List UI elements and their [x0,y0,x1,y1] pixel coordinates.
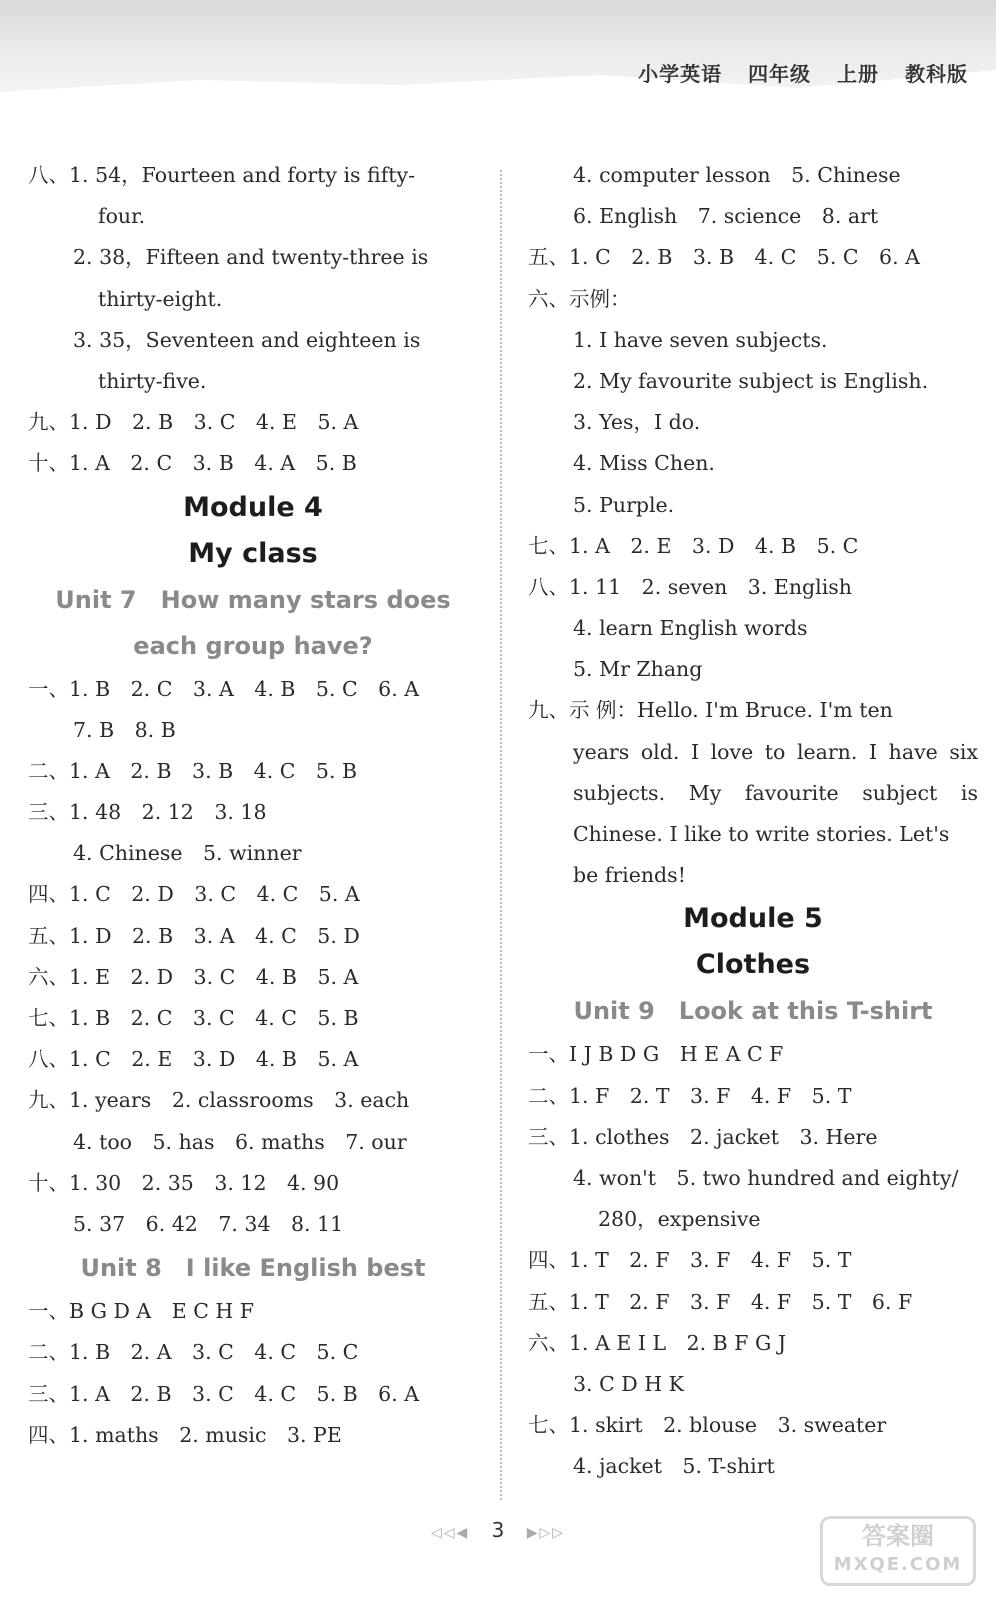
module-heading: Module 5 [683,903,823,935]
answer-line: 三、1. 48 2. 12 3. 18 [28,800,267,825]
right-column [528,155,978,1487]
answer-line: 4. jacket 5. T-shirt [573,1454,775,1479]
answer-line: 5. Purple. [573,492,675,517]
header-subject: 小学英语 [638,62,723,86]
page-number: 3 [491,1518,505,1542]
header-volume: 上册 [837,62,880,86]
answer-line: 六、1. E 2. D 3. C 4. B 5. A [28,964,359,989]
prev-arrows-icon: ◁◁◀ [430,1525,470,1541]
answer-line: 九、1. D 2. B 3. C 4. E 5. A [28,410,359,435]
answer-line: 三、1. clothes 2. jacket 3. Here [528,1124,878,1149]
unit-heading: Unit 8 I like English best [80,1254,426,1283]
answer-line: 3. 35，Seventeen and eighteen is [73,327,421,352]
answer-line: 一、I J B D G H E A C F [528,1042,784,1067]
answer-line: 五、1. C 2. B 3. B 4. C 5. C 6. A [528,245,920,270]
answer-line: subjects. My favourite subject is [573,780,978,805]
answer-line: 七、1. B 2. C 3. C 4. C 5. B [28,1006,359,1030]
answer-line: thirty-five. [98,368,207,393]
answer-line: 7. B 8. B [73,717,176,742]
watermark-title: 答案圈 [862,1522,934,1550]
answer-line: 280，expensive [598,1207,761,1232]
answer-line: 3. C D H K [573,1371,684,1396]
next-arrows-icon: ▶▷▷ [526,1525,566,1541]
answer-line: 十、1. 30 2. 35 3. 12 4. 90 [28,1170,340,1195]
module-heading: Module 4 [183,491,323,523]
answer-line: 一、1. B 2. C 3. A 4. B 5. C 6. A [28,676,420,701]
answer-line: 4. too 5. has 6. maths 7. our [73,1129,407,1154]
answer-line: 四、1. C 2. D 3. C 4. C 5. A [28,882,360,907]
header-edition: 教科版 [905,62,968,86]
answer-line: thirty-eight. [98,286,223,311]
answer-line: 九、1. years 2. classrooms 3. each [28,1088,410,1113]
answer-line: 六、示例： [528,286,631,311]
answer-line: 6. English 7. science 8. art [573,204,879,229]
answer-line: 4. Miss Chen. [573,451,715,476]
answer-line: 2. 38，Fifteen and twenty-three is [73,245,429,270]
answer-line: 5. Mr Zhang [573,657,703,682]
answer-line: 4. won't 5. two hundred and eighty/ [573,1165,959,1190]
page-header [620,58,968,87]
module-heading: Clothes [695,949,811,981]
answer-line: 4. computer lesson 5. Chinese [573,163,901,187]
answer-line: 二、1. A 2. B 3. B 4. C 5. B [28,758,358,783]
answer-line: 四、1. T 2. F 3. F 4. F 5. T [528,1248,852,1273]
answer-line: Chinese. I like to write stories. Let's [573,822,950,846]
watermark-url: MXQE.COM [833,1554,963,1575]
answer-line: 五、1. T 2. F 3. F 4. F 5. T 6. F [528,1289,913,1314]
answer-line: 十、1. A 2. C 3. B 4. A 5. B [28,451,357,476]
answer-line: 九、示 例：Hello. I'm Bruce. I'm ten [528,698,893,723]
header-grade: 四年级 [748,62,812,86]
left-column [28,155,478,1456]
unit-heading: each group have? [133,631,373,660]
answer-line: 2. My favourite subject is English. [573,368,929,393]
answer-line: 1. I have seven subjects. [573,327,828,352]
answer-line: 5. 37 6. 42 7. 34 8. 11 [73,1211,344,1236]
answer-line: 一、B G D A E C H F [28,1299,255,1324]
answer-line: 三、1. A 2. B 3. C 4. C 5. B 6. A [28,1381,420,1406]
answer-line: four. [98,204,146,229]
answer-line: 八、1. 54，Fourteen and forty is fifty- [28,163,416,187]
unit-heading: Unit 9 Look at this T-shirt [573,997,933,1026]
answer-line: 4. Chinese 5. winner [73,841,302,866]
answer-line: 3. Yes，I do. [573,410,701,435]
answer-line: 二、1. B 2. A 3. C 4. C 5. C [28,1340,359,1365]
answer-line: 七、1. skirt 2. blouse 3. sweater [528,1413,887,1438]
answer-line: 七、1. A 2. E 3. D 4. B 5. C [528,533,859,558]
answer-line: 4. learn English words [573,616,808,641]
unit-heading: Unit 7 How many stars does [55,585,451,614]
answer-line: 二、1. F 2. T 3. F 4. F 5. T [528,1083,852,1108]
answer-line: 八、1. 11 2. seven 3. English [528,574,853,599]
answer-line: 五、1. D 2. B 3. A 4. C 5. D [28,923,360,948]
watermark-logo [820,1516,976,1586]
module-heading: My class [188,537,318,569]
answer-line: be friends! [573,863,686,888]
answer-line: 四、1. maths 2. music 3. PE [28,1422,342,1447]
column-divider [500,170,502,1500]
answer-line: 八、1. C 2. E 3. D 4. B 5. A [28,1047,359,1072]
answer-line: 六、1. A E I L 2. B F G J [528,1330,787,1355]
answer-line: years old. I love to learn. I have six [573,739,978,764]
